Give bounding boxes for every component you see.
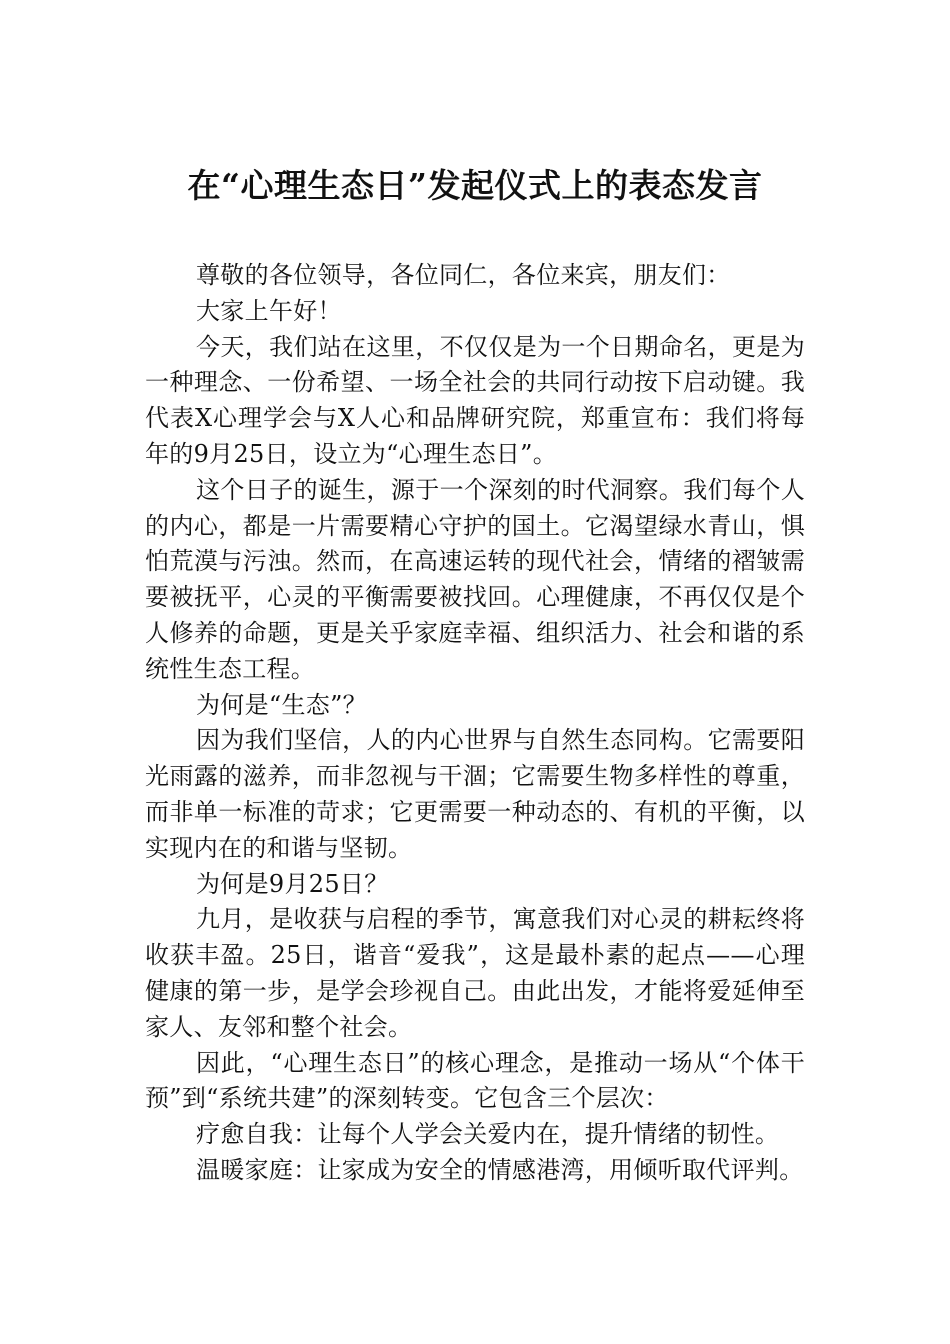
paragraph-warm-family: 温暖家庭：让家成为安全的情感港湾，用倾听取代评判。 <box>196 1155 804 1184</box>
paragraph-insight: 这个日子的诞生，源于一个深刻的时代洞察。我们每个人的内心，都是一片需要精心守护的国土。它渴望绿水青山，惧怕荒漠与污浊。然而，在高速运转的现代社会，情绪的褶皱需要被抚平，心灵的平衡需要被找回。心理健康，不再仅仅是个人修养的命题，更是关乎家庭幸福、组织活力、社会和谐的系统性生态工程。 <box>145 475 805 683</box>
document-title: 在“心理生态日”发起仪式上的表态发言 <box>187 166 763 205</box>
paragraph-why-date: 为何是9月25日？ <box>196 869 389 898</box>
document-body <box>145 258 805 1189</box>
paragraph-why-ecology: 为何是“生态”？ <box>196 690 367 719</box>
paragraph-announcement: 今天，我们站在这里，不仅仅是为一个日期命名，更是为一种理念、一份希望、一场全社会的共同行动按下启动键。我代表X心理学会与X人心和品牌研究院，郑重宣布：我们将每年的9月25日，设立为“心理生态日”。 <box>145 332 805 468</box>
paragraph-ecology-reason: 因为我们坚信，人的内心世界与自然生态同构。它需要阳光雨露的滋养，而非忽视与干涸；它需要生物多样性的尊重，而非单一标准的苛求；它更需要一种动态的、有机的平衡，以实现内在的和谐与坚韧。 <box>145 726 805 862</box>
paragraph-date-reason: 九月，是收获与启程的季节，寓意我们对心灵的耕耘终将收获丰盈。25日，谐音“爱我”，这是最朴素的起点——心理健康的第一步，是学会珍视自己。由此出发，才能将爱延伸至家人、友邻和整个社会。 <box>145 905 805 1041</box>
paragraph-greeting: 尊敬的各位领导，各位同仁，各位来宾，朋友们： <box>196 261 731 289</box>
paragraph-core-idea: 因此，“心理生态日”的核心理念，是推动一场从“个体干预”到“系统共建”的深刻转变。它包含三个层次： <box>145 1048 805 1113</box>
paragraph-good-morning: 大家上午好！ <box>196 296 342 325</box>
paragraph-heal-self: 疗愈自我：让每个人学会关爱内在，提升情绪的韧性。 <box>196 1120 780 1149</box>
